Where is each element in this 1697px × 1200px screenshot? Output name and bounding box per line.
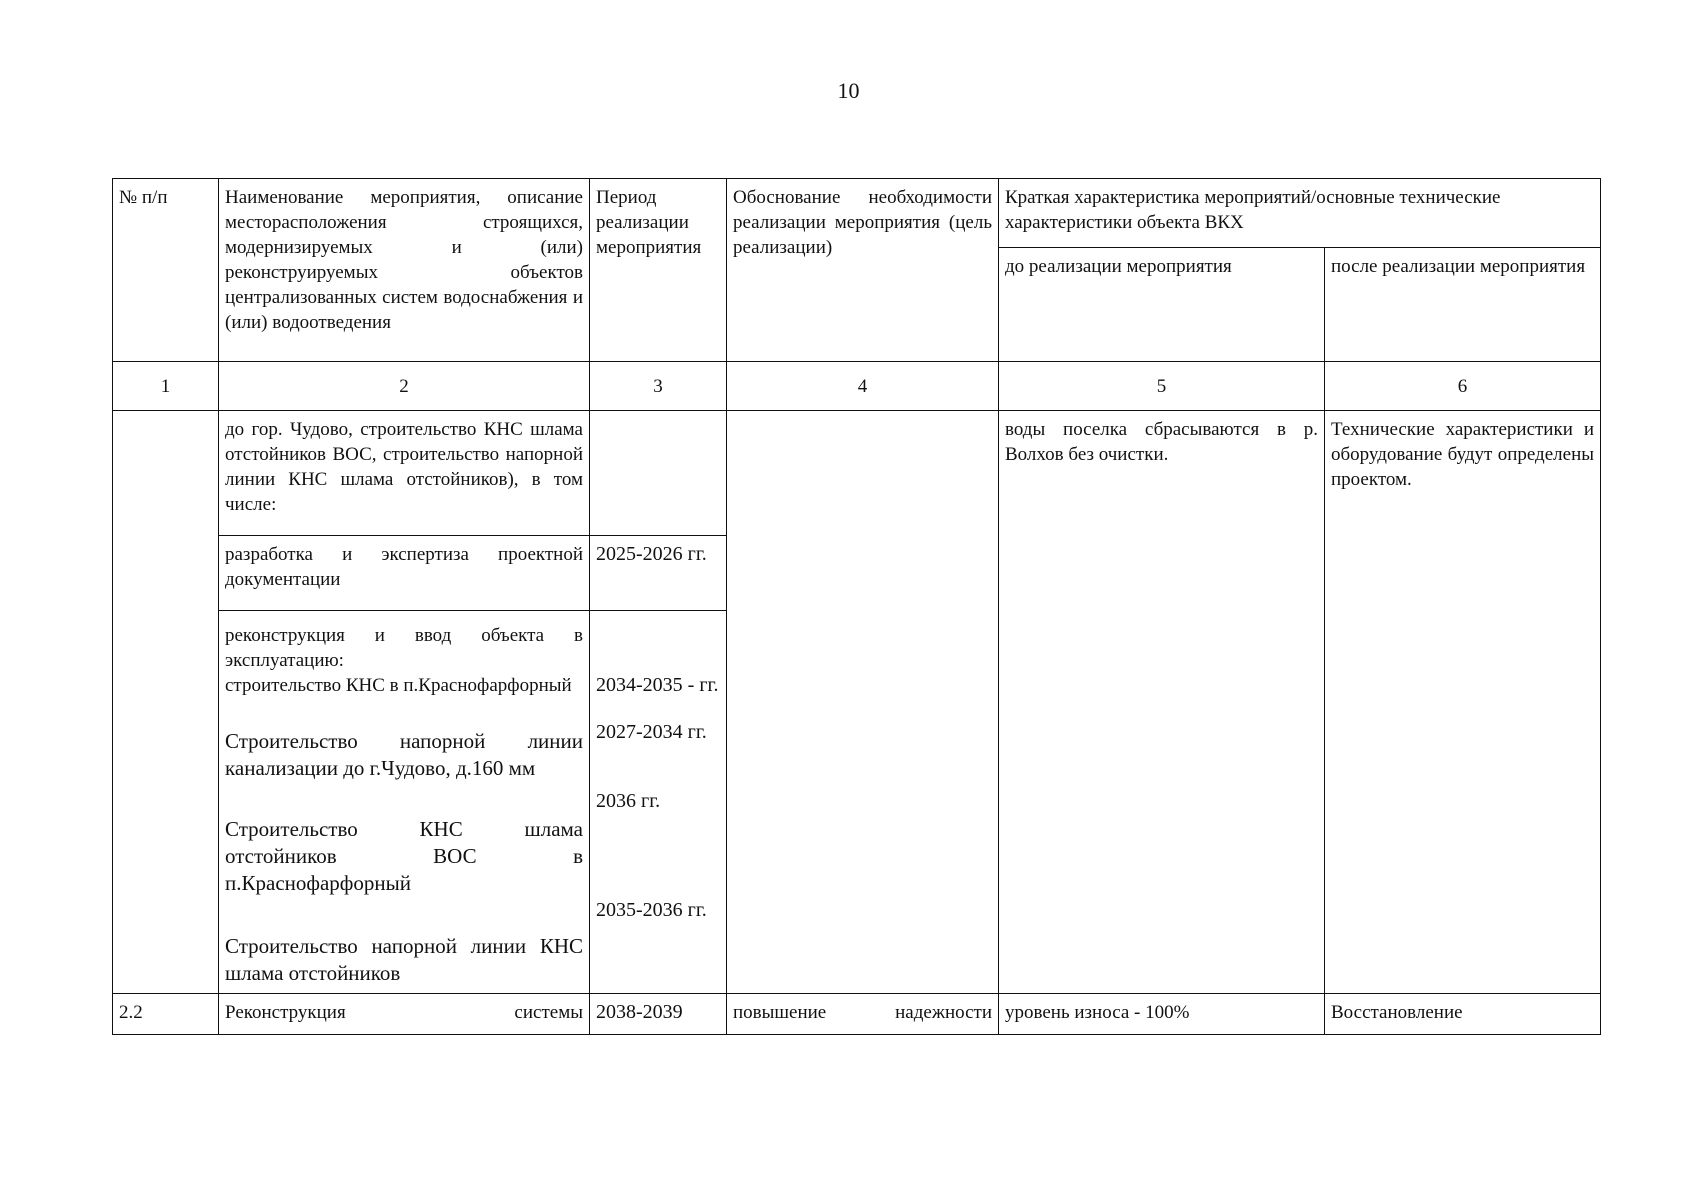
spacer bbox=[596, 745, 720, 789]
cont-sludge-line: Строительство напорной линии КНС шлама отстойников bbox=[225, 934, 583, 985]
column-number: 6 bbox=[1325, 362, 1601, 411]
spacer bbox=[225, 782, 583, 816]
row-period: 2038-2039 bbox=[590, 994, 727, 1035]
header-row bbox=[113, 179, 1601, 248]
header-before: до реализации мероприятия bbox=[999, 248, 1325, 362]
cont-after: Технические характеристики и оборудование будут определены проектом. bbox=[1325, 411, 1601, 994]
cont-pipe: Строительство напорной линии канализации до г.Чудово, д.160 мм bbox=[225, 729, 583, 780]
cont-reason bbox=[727, 411, 999, 994]
column-number: 3 bbox=[590, 362, 727, 411]
column-number: 1 bbox=[113, 362, 219, 411]
column-number: 4 bbox=[727, 362, 999, 411]
cont-pipe-period: 2027-2034 гг. bbox=[596, 721, 707, 743]
spacer bbox=[225, 698, 583, 728]
cont-design: разработка и экспертиза проектной документации bbox=[219, 536, 590, 611]
header-period: Период реализации мероприятия bbox=[590, 179, 727, 362]
cont-intro: до гор. Чудово, строительство КНС шлама отстойников ВОС, строительство напорной линии КНС шлама отстойников), в том числе: bbox=[219, 411, 590, 536]
cont-periods-cell bbox=[590, 611, 727, 994]
measures-table bbox=[112, 178, 1601, 1035]
row-name: Реконструкция системы bbox=[219, 994, 590, 1035]
spacer bbox=[225, 897, 583, 933]
row-before: уровень износа - 100% bbox=[999, 994, 1325, 1035]
cont-num bbox=[113, 411, 219, 994]
column-number-row bbox=[113, 362, 1601, 411]
row-reason: повышение надежности bbox=[727, 994, 999, 1035]
column-number: 5 bbox=[999, 362, 1325, 411]
row-num: 2.2 bbox=[113, 994, 219, 1035]
header-after: после реализации мероприятия bbox=[1325, 248, 1601, 362]
cont-before: воды поселка сбрасываются в р. Волхов без очистки. bbox=[999, 411, 1325, 994]
cont-intro-period bbox=[590, 411, 727, 536]
header-name: Наименование мероприятия, описание месторасположения строящихся, модернизируемых и (или) реконструируемых объектов централизованных систем водоснабжения и (или) водоотведения bbox=[219, 179, 590, 362]
header-num: № п/п bbox=[113, 179, 219, 362]
header-characteristics: Краткая характеристика мероприятий/основные технические характеристики объекта ВКХ bbox=[999, 179, 1601, 248]
cont-sludge: Строительство КНС шлама отстойников ВОС в п.Краснофарфорный bbox=[225, 817, 583, 895]
cont-sludge-period: 2036 гг. bbox=[596, 790, 661, 812]
cont-recon-title: реконструкция и ввод объекта в эксплуатацию: bbox=[225, 625, 583, 671]
cont-kns-period: 2034-2035 - гг. bbox=[596, 674, 719, 696]
row-after: Восстановление bbox=[1325, 994, 1601, 1035]
cont-design-period: 2025-2026 гг. bbox=[590, 536, 727, 611]
cont-sludge-line-period: 2035-2036 гг. bbox=[596, 899, 707, 921]
table-row bbox=[113, 411, 1601, 536]
spacer bbox=[596, 698, 720, 720]
page-number: 10 bbox=[837, 78, 860, 103]
cont-kns: строительство КНС в п.Краснофарфорный bbox=[225, 675, 572, 696]
header-reason: Обоснование необходимости реализации мероприятия (цель реализации) bbox=[727, 179, 999, 362]
column-number: 2 bbox=[219, 362, 590, 411]
spacer bbox=[596, 814, 720, 898]
table-row bbox=[113, 994, 1601, 1035]
cont-recon-cell bbox=[219, 611, 590, 994]
